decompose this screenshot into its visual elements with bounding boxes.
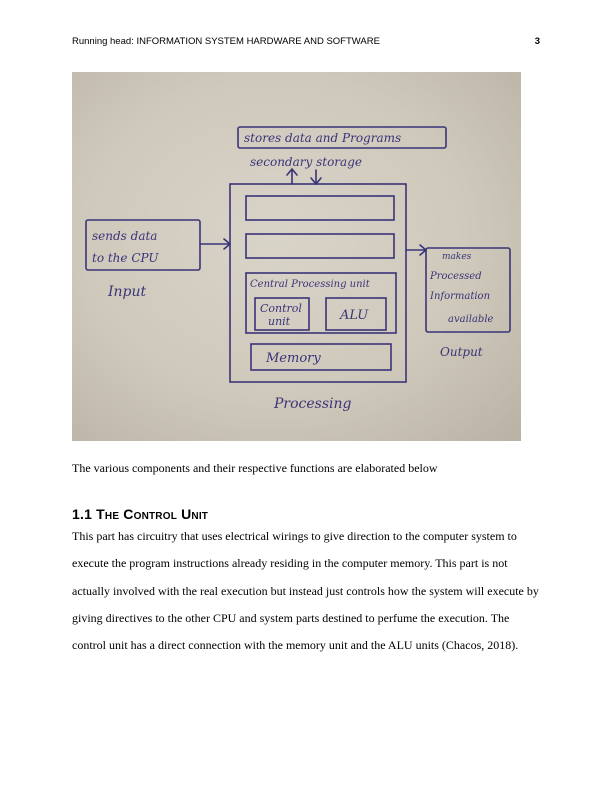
- control-unit-line2: unit: [268, 315, 291, 328]
- stores-label: stores data and Programs: [244, 131, 402, 145]
- cpu-label: Central Processing unit: [250, 279, 370, 290]
- memory-label: Memory: [266, 351, 321, 366]
- input-box-line1: sends data: [92, 229, 158, 243]
- output-box-line4: available: [448, 314, 494, 325]
- body-paragraph: [72, 523, 542, 659]
- page-number: 3: [534, 36, 540, 47]
- slot-two: [246, 234, 394, 258]
- control-unit-line1: Control: [260, 302, 302, 315]
- paragraph-text: This part has circuitry that uses electrical wirings to give direction to the computer system to execute the program instructions already residing in the computer memory. This part is not actually involved with the real execution but instead just controls how the system will execute by giving directives to the other CPU and system parts destined to perfume the execution. The control unit has a direct connection with the memory unit and the ALU units (Chacos, 2018).: [72, 529, 539, 653]
- running-head-text: Running head: INFORMATION SYSTEM HARDWARE AND SOFTWARE: [72, 36, 380, 47]
- up-arrow: [287, 169, 297, 184]
- input-box-line2: to the CPU: [92, 251, 159, 265]
- running-head: [72, 36, 540, 47]
- input-arrow: [200, 239, 230, 249]
- output-arrow: [406, 245, 426, 255]
- output-label: Output: [440, 345, 483, 359]
- input-label: Input: [108, 284, 147, 300]
- hand-drawn-diagram-photo: [72, 72, 521, 441]
- output-box-line3: Information: [430, 291, 491, 302]
- down-arrow: [311, 170, 321, 184]
- secondary-label: secondary storage: [250, 155, 362, 169]
- output-box-line1: makes: [442, 252, 472, 262]
- figure-caption: The various components and their respective functions are elaborated below: [72, 461, 438, 475]
- alu-label: ALU: [340, 308, 369, 323]
- diagram-drawing: [72, 72, 521, 441]
- output-box-line2: Processed: [430, 271, 482, 282]
- slot-one: [246, 196, 394, 220]
- section-heading: 1.1 The Control Unit: [72, 506, 209, 522]
- processing-label: Processing: [274, 396, 352, 412]
